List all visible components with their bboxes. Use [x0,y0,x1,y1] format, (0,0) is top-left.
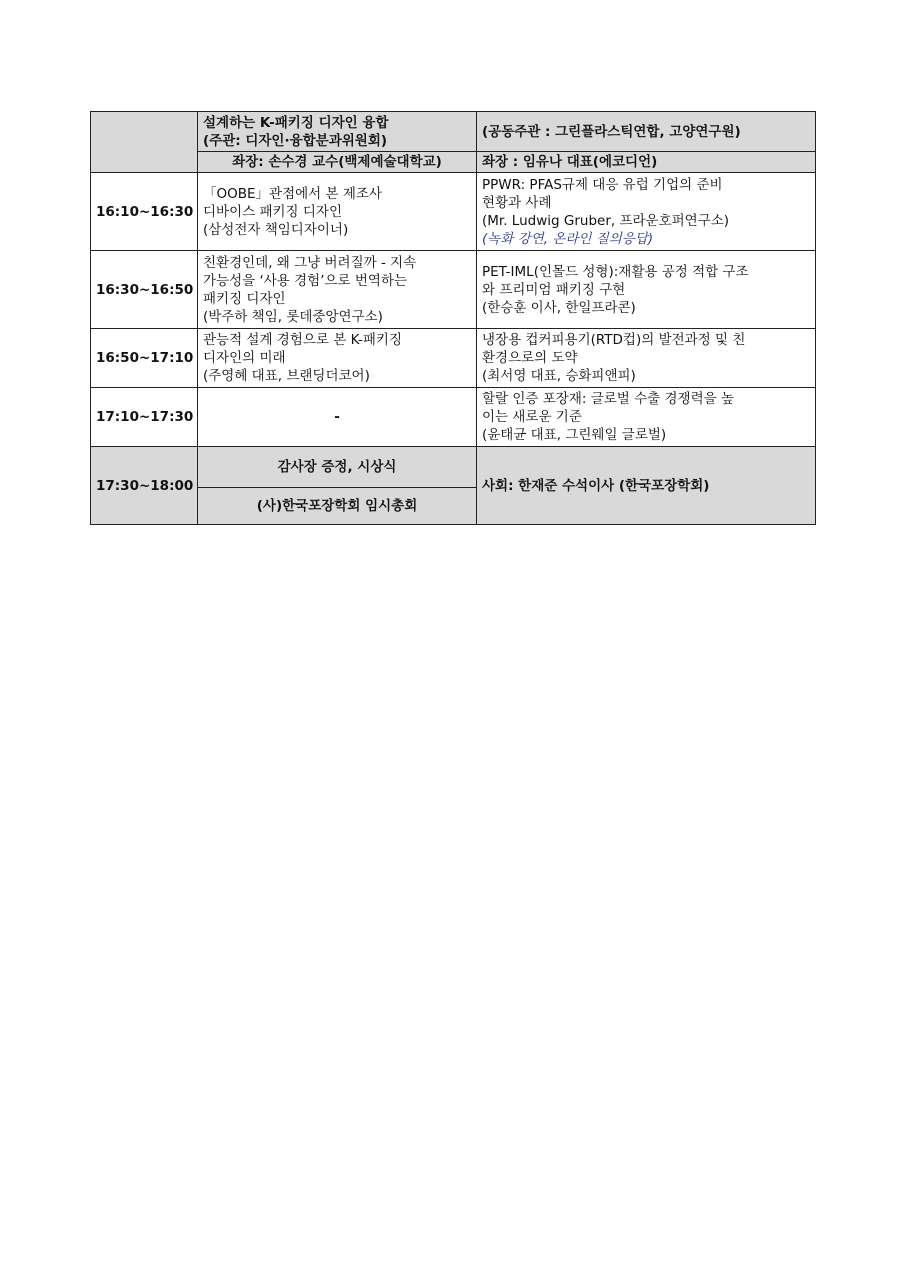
speaker-line: (삼성전자 책임디자이너) [203,221,349,238]
empty-session-dash: - [334,409,340,425]
track2-session-cell [477,388,816,447]
session-title-line: 디바이스 패키징 디자인 [203,203,342,220]
session-note: (녹화 강연, 온라인 질의응답) [482,230,654,247]
session-title-line: 「OOBE」관점에서 본 제조사 [203,185,382,202]
session-title-line: 현황과 사례 [482,194,552,211]
speaker-line: (주영혜 대표, 브랜딩더코어) [203,368,370,384]
session-title-line: 디자인의 미래 [203,350,286,366]
track1-chair: 좌장: 손수경 교수(백제예술대학교) [232,154,442,170]
speaker-line: (최서영 대표, 승화피앤피) [482,368,636,384]
track2-chair-cell [477,152,816,173]
session-title-line: 패키징 디자인 [203,290,286,307]
general-meeting: (사)한국포장학회 임시총회 [198,487,476,524]
track1-title: 설계하는 K-패키징 디자인 융합 [203,114,389,131]
track1-session-cell [198,251,477,329]
session-title-line: 와 프리미엄 패키징 구현 [482,281,626,298]
speaker-line: (박주하 책임, 롯데중앙연구소) [203,308,383,325]
track2-session-cell [477,329,816,388]
table-row [91,329,816,388]
speaker-line: (윤태균 대표, 그린웨일 글로벌) [482,427,667,443]
header-corner-cell [91,112,198,173]
track1-host: (주관: 디자인·융합분과위원회) [203,132,388,149]
track1-title-cell [198,112,477,152]
time-cell: 17:10~17:30 [91,388,198,447]
session-title-line: PET-IML(인몰드 성형):재활용 공정 적합 구조 [482,263,749,280]
header-row-titles [91,112,816,152]
track2-host-cell [477,112,816,152]
table-row [91,251,816,329]
closing-items-cell [198,447,477,525]
track1-session-cell [198,173,477,251]
moderator: 사회: 한재준 수석이사 (한국포장학회) [482,477,710,494]
speaker-line: (Mr. Ludwig Gruber, 프라운호퍼연구소) [482,212,730,229]
header-row-chairs [91,152,816,173]
session-schedule-table [90,111,816,525]
award-ceremony: 감사장 증정, 시상식 [277,459,397,475]
track1-session-cell [198,388,477,447]
session-title-line: 환경으로의 도약 [482,350,578,366]
speaker-line: (한승훈 이사, 한일프라콘) [482,299,636,316]
track1-chair-cell [198,152,477,173]
track1-session-cell [198,329,477,388]
time-cell: 17:30~18:00 [91,447,198,525]
session-title-line: 친환경인데, 왜 그냥 버려질까 - 지속 [203,254,417,271]
table-row [91,388,816,447]
track2-session-cell [477,173,816,251]
time-cell: 16:50~17:10 [91,329,198,388]
session-title-line: PPWR: PFAS규제 대응 유럽 기업의 준비 [482,176,723,193]
session-title-line: 냉장용 컵커피용기(RTD컵)의 발전과정 및 친 [482,332,746,348]
track2-host: (공동주관 : 그린플라스틱연합, 고양연구원) [482,123,741,140]
closing-row [91,447,816,525]
session-title-line: 이는 새로운 기준 [482,409,582,425]
track2-chair: 좌장 : 임유나 대표(에코디언) [482,154,658,170]
moderator-cell [477,447,816,525]
session-title-line: 할랄 인증 포장재: 글로벌 수출 경쟁력을 높 [482,391,734,407]
track2-session-cell [477,251,816,329]
session-title-line: 관능적 설계 경험으로 본 K-패키징 [203,332,403,348]
time-cell: 16:30~16:50 [91,251,198,329]
time-cell: 16:10~16:30 [91,173,198,251]
session-title-line: 가능성을 ‘사용 경험’으로 번역하는 [203,272,408,289]
table-row [91,173,816,251]
